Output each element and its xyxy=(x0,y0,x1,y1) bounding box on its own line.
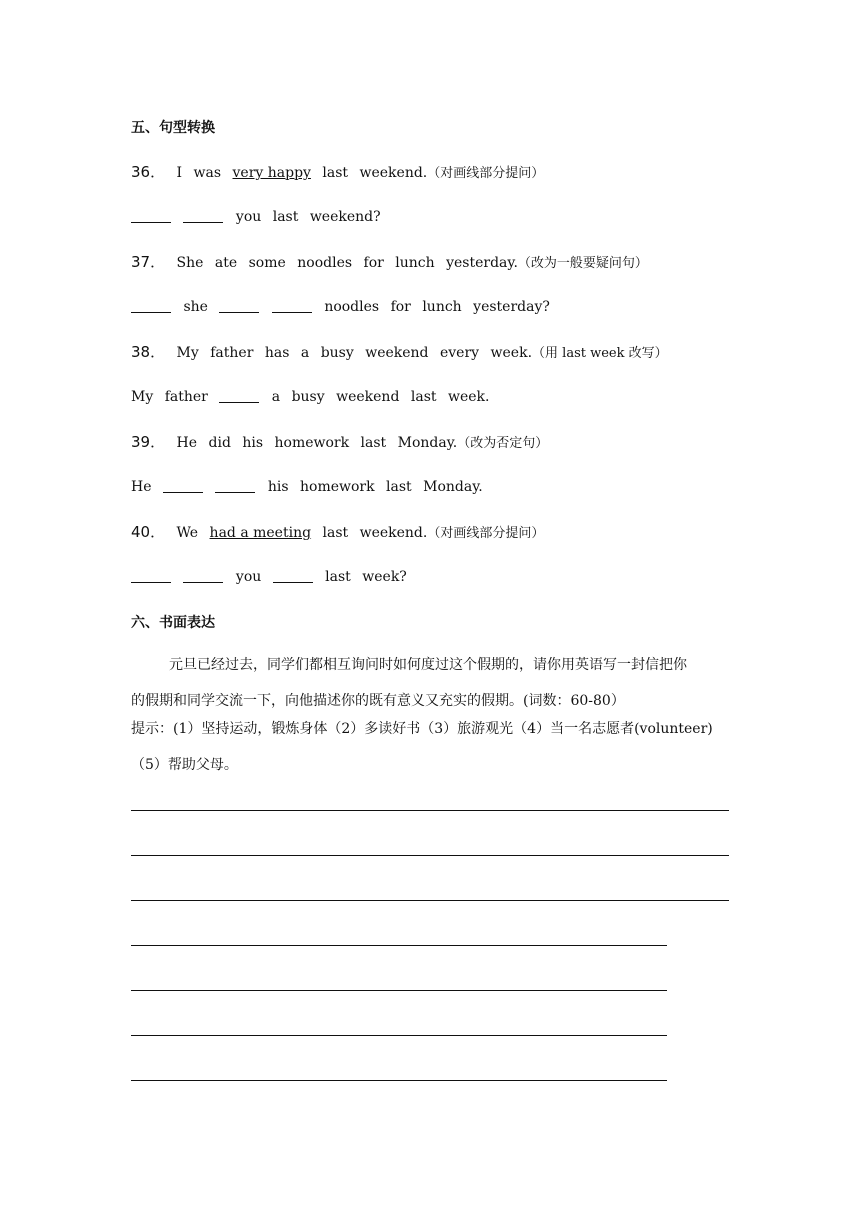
answer-40 xyxy=(131,567,414,587)
word: last xyxy=(325,569,351,585)
section-five-heading: 五、句型转换 xyxy=(131,120,215,136)
word: has xyxy=(264,345,290,361)
word: I xyxy=(176,165,183,181)
writing-prompt xyxy=(131,647,731,719)
answer-37 xyxy=(131,297,557,317)
writing-line[interactable] xyxy=(131,1035,667,1036)
word: yesterday. xyxy=(446,255,518,271)
word: a xyxy=(271,389,281,405)
answer-blank[interactable] xyxy=(273,568,313,583)
word: week. xyxy=(447,389,490,405)
writing-line[interactable] xyxy=(131,1080,667,1081)
question-39 xyxy=(131,432,548,454)
question-number: 40． xyxy=(131,523,166,541)
word: you xyxy=(235,209,262,225)
word: noodles xyxy=(297,255,353,271)
answer-blank[interactable] xyxy=(219,388,259,403)
word: yesterday? xyxy=(473,299,550,315)
question-number: 37． xyxy=(131,253,166,271)
question-number: 39． xyxy=(131,433,166,451)
word: weekend? xyxy=(309,209,381,225)
question-number: 38． xyxy=(131,343,166,361)
writing-line[interactable] xyxy=(131,990,667,991)
word: last xyxy=(272,209,299,225)
word: My xyxy=(131,389,154,405)
word: did xyxy=(208,435,231,451)
answer-blank[interactable] xyxy=(219,298,259,313)
word: lunch xyxy=(422,299,462,315)
word: busy xyxy=(320,345,354,361)
answer-39 xyxy=(131,477,490,497)
instruction-note: （对画线部分提问） xyxy=(427,166,545,181)
word: We xyxy=(176,525,199,541)
answer-blank[interactable] xyxy=(131,298,171,313)
word: noodles xyxy=(324,299,380,315)
answer-blank[interactable] xyxy=(183,568,223,583)
word: busy xyxy=(291,389,325,405)
answer-blank[interactable] xyxy=(183,208,223,223)
question-37 xyxy=(131,252,648,274)
answer-38 xyxy=(131,387,496,407)
word: father xyxy=(164,389,208,405)
word: weekend xyxy=(365,345,429,361)
instruction-note: （对画线部分提问） xyxy=(427,526,545,541)
word: weekend. xyxy=(359,165,428,181)
word: last xyxy=(360,435,387,451)
word: his xyxy=(242,435,264,451)
word: week? xyxy=(362,569,407,585)
word: weekend. xyxy=(359,525,428,541)
word: last xyxy=(410,389,437,405)
word: homework xyxy=(300,479,375,495)
word: some xyxy=(248,255,286,271)
question-36 xyxy=(131,162,544,184)
prompt-line: 元旦已经过去，同学们都相互询问时如何度过这个假期的，请你用英语写一封信把你 xyxy=(169,657,687,673)
word: week. xyxy=(490,345,533,361)
word: for xyxy=(390,299,411,315)
word: last xyxy=(322,165,349,181)
instruction-note: （改为否定句） xyxy=(457,436,549,451)
word: his xyxy=(267,479,289,495)
question-38 xyxy=(131,342,668,364)
question-number: 36． xyxy=(131,163,166,181)
word: you xyxy=(235,569,262,585)
word: He xyxy=(131,479,152,495)
writing-line[interactable] xyxy=(131,900,729,901)
answer-blank[interactable] xyxy=(163,478,203,493)
word: She xyxy=(176,255,204,271)
word: My xyxy=(176,345,199,361)
word: homework xyxy=(274,435,350,451)
answer-blank[interactable] xyxy=(272,298,312,313)
answer-blank[interactable] xyxy=(131,208,171,223)
underlined-phrase: had a meeting xyxy=(209,525,312,541)
word: father xyxy=(210,345,254,361)
writing-line[interactable] xyxy=(131,810,729,811)
section-six-heading: 六、书面表达 xyxy=(131,615,215,631)
word: last xyxy=(322,525,349,541)
word: every xyxy=(439,345,480,361)
word: was xyxy=(193,165,222,181)
writing-line[interactable] xyxy=(131,855,729,856)
answer-blank[interactable] xyxy=(215,478,255,493)
underlined-phrase: very happy xyxy=(232,165,311,181)
word: a xyxy=(300,345,310,361)
instruction-note: （改为一般要疑问句） xyxy=(517,256,648,271)
instruction-note: （用 last week 改写） xyxy=(532,346,668,361)
answer-36 xyxy=(131,207,388,227)
word: weekend xyxy=(336,389,400,405)
answer-blank[interactable] xyxy=(131,568,171,583)
word: Monday. xyxy=(423,479,483,495)
writing-hint xyxy=(131,711,731,783)
word: ate xyxy=(214,255,238,271)
hint-line: 提示：(1）坚持运动，锻炼身体（2）多读好书（3）旅游观光（4）当一名志愿者(volunteer) xyxy=(131,721,713,737)
word: lunch xyxy=(395,255,435,271)
writing-line[interactable] xyxy=(131,945,667,946)
word: Monday. xyxy=(397,435,458,451)
word: for xyxy=(363,255,384,271)
prompt-line: 的假期和同学交流一下，向他描述你的既有意义又充实的假期。(词数：60-80） xyxy=(131,693,625,709)
word: she xyxy=(183,299,208,315)
hint-line: （5）帮助父母。 xyxy=(131,757,238,773)
word: last xyxy=(386,479,412,495)
question-40 xyxy=(131,522,544,544)
word: He xyxy=(176,435,198,451)
